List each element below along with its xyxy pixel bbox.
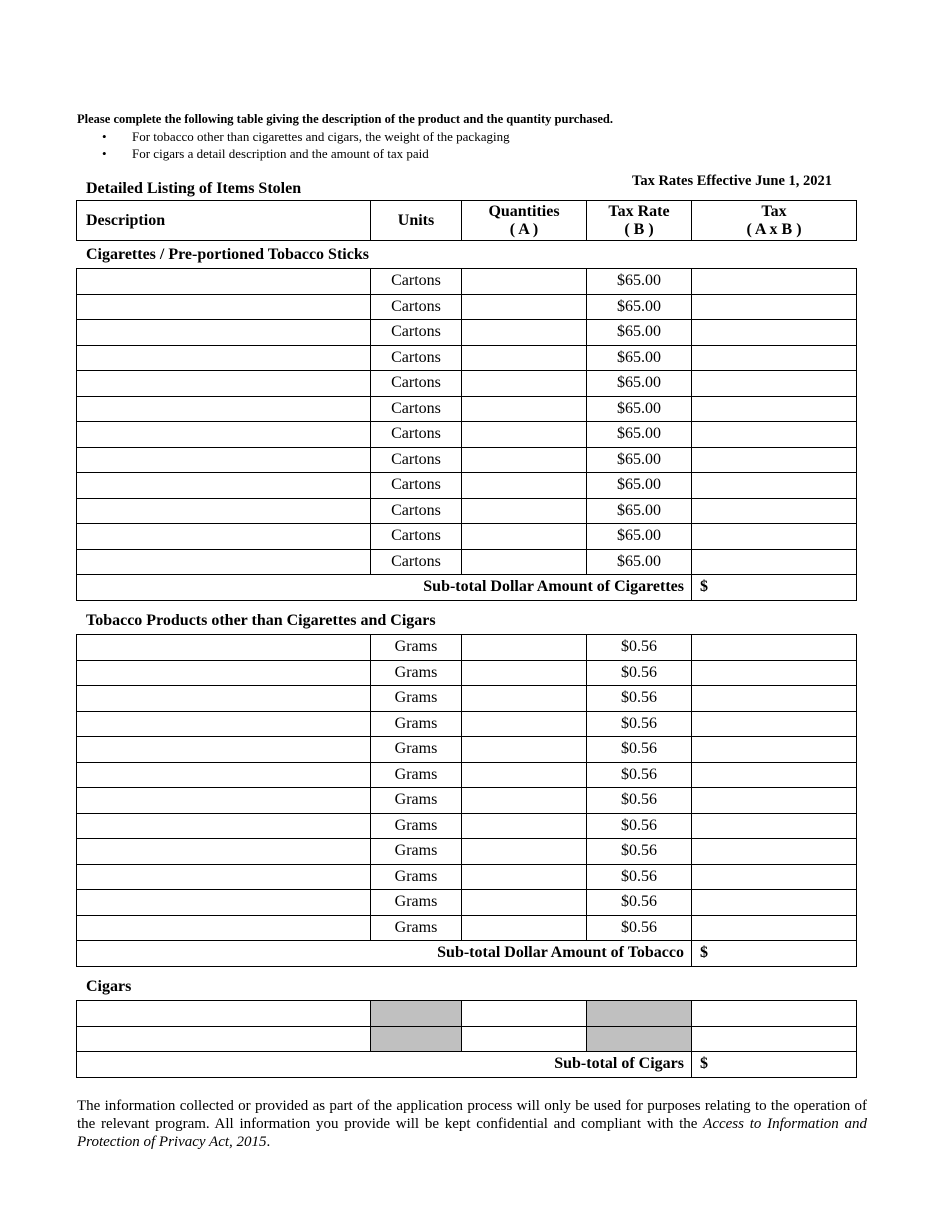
units-cell: Cartons [371, 294, 462, 320]
units-cell: Cartons [371, 447, 462, 473]
quantity-cell[interactable] [462, 762, 587, 788]
section-title-cigarettes: Cigarettes / Pre-portioned Tobacco Sticks [86, 246, 369, 263]
tax-cell[interactable] [692, 890, 857, 916]
quantity-cell[interactable] [462, 345, 587, 371]
tax-rate-cell [587, 1026, 692, 1052]
tax-rate-cell: $65.00 [587, 345, 692, 371]
units-cell: Grams [371, 762, 462, 788]
units-cell: Grams [371, 711, 462, 737]
units-cell: Cartons [371, 320, 462, 346]
tax-cell[interactable] [692, 813, 857, 839]
privacy-act-name: Access to Information and Protection of Privacy Act, 2015 [77, 1116, 867, 1150]
quantity-cell[interactable] [462, 396, 587, 422]
tax-rate-sub: ( B ) [624, 220, 654, 238]
description-cell[interactable] [77, 1001, 371, 1027]
tax-cell[interactable] [692, 762, 857, 788]
tax-cell[interactable] [692, 788, 857, 814]
description-cell[interactable] [77, 320, 371, 346]
tax-cell[interactable] [692, 549, 857, 575]
table-row [77, 320, 857, 346]
tax-cell[interactable] [692, 345, 857, 371]
units-cell: Cartons [371, 371, 462, 397]
units-cell: Cartons [371, 549, 462, 575]
description-cell[interactable] [77, 711, 371, 737]
tax-rate-cell [587, 1001, 692, 1027]
col-tax-header [692, 201, 857, 241]
tax-cell[interactable] [692, 1026, 857, 1052]
tax-cell[interactable] [692, 711, 857, 737]
table-row [77, 890, 857, 916]
units-cell: Grams [371, 864, 462, 890]
tax-cell[interactable] [692, 473, 857, 499]
units-cell: Grams [371, 813, 462, 839]
units-cell: Cartons [371, 473, 462, 499]
tax-rate-cell: $0.56 [587, 711, 692, 737]
quantity-cell[interactable] [462, 1026, 587, 1052]
subtotal-label: Sub-total Dollar Amount of Tobacco [77, 941, 692, 967]
tax-cell[interactable] [692, 294, 857, 320]
tax-cell[interactable] [692, 839, 857, 865]
description-cell[interactable] [77, 371, 371, 397]
quantity-cell[interactable] [462, 269, 587, 295]
subtotal-value[interactable]: $ [692, 575, 857, 601]
tax-rate-cell: $65.00 [587, 422, 692, 448]
description-cell[interactable] [77, 294, 371, 320]
quantity-cell[interactable] [462, 371, 587, 397]
quantity-cell[interactable] [462, 447, 587, 473]
section-title-cigars: Cigars [86, 978, 132, 995]
tax-rate-cell: $0.56 [587, 788, 692, 814]
subtotal-row [77, 575, 857, 601]
table-row [77, 711, 857, 737]
tax-cell[interactable] [692, 371, 857, 397]
quantity-cell[interactable] [462, 1001, 587, 1027]
subtotal-value[interactable]: $ [692, 941, 857, 967]
table-row [77, 269, 857, 295]
description-cell[interactable] [77, 473, 371, 499]
description-cell[interactable] [77, 788, 371, 814]
table-row [77, 294, 857, 320]
description-cell[interactable] [77, 635, 371, 661]
quantity-cell[interactable] [462, 498, 587, 524]
table-row [77, 864, 857, 890]
quantity-cell[interactable] [462, 737, 587, 763]
tax-rate-cell: $0.56 [587, 737, 692, 763]
tax-rates-title: Tax Rates Effective June 1, 2021 [632, 173, 833, 189]
tobacco-table [76, 634, 857, 967]
subtotal-label: Sub-total of Cigars [77, 1052, 692, 1078]
cigars-table [76, 1000, 857, 1078]
units-cell: Cartons [371, 396, 462, 422]
table-row [77, 915, 857, 941]
bullet-icon: • [102, 146, 107, 161]
table-row [77, 396, 857, 422]
tax-cell[interactable] [692, 447, 857, 473]
instructions-heading: Please complete the following table giving the description of the product and the quantity purchased. [77, 112, 614, 126]
quantity-cell[interactable] [462, 635, 587, 661]
quantity-cell[interactable] [462, 686, 587, 712]
col-units-header: Units [371, 201, 462, 241]
description-cell[interactable] [77, 422, 371, 448]
tax-cell[interactable] [692, 269, 857, 295]
quantity-cell[interactable] [462, 890, 587, 916]
units-cell: Grams [371, 890, 462, 916]
quantities-sub: ( A ) [509, 220, 539, 238]
subtotal-row [77, 941, 857, 967]
units-cell: Cartons [371, 524, 462, 550]
tax-rate-cell: $65.00 [587, 269, 692, 295]
tax-rate-cell: $0.56 [587, 813, 692, 839]
table-row [77, 813, 857, 839]
description-cell[interactable] [77, 737, 371, 763]
instruction-text: For cigars a detail description and the amount of tax paid [132, 146, 429, 161]
description-cell[interactable] [77, 269, 371, 295]
description-cell[interactable] [77, 1026, 371, 1052]
col-tax-rate-header [587, 201, 692, 241]
description-cell[interactable] [77, 890, 371, 916]
units-cell [371, 1026, 462, 1052]
tax-rate-cell: $0.56 [587, 839, 692, 865]
quantity-cell[interactable] [462, 864, 587, 890]
tax-rate-cell: $65.00 [587, 498, 692, 524]
column-header-row [77, 201, 857, 241]
units-cell: Cartons [371, 269, 462, 295]
units-cell: Cartons [371, 498, 462, 524]
quantities-label: Quantities [488, 202, 560, 220]
tax-cell[interactable] [692, 686, 857, 712]
description-cell[interactable] [77, 524, 371, 550]
quantity-cell[interactable] [462, 788, 587, 814]
quantity-cell[interactable] [462, 839, 587, 865]
tax-label: Tax [761, 202, 787, 220]
tax-cell[interactable] [692, 498, 857, 524]
tax-rate-cell: $65.00 [587, 294, 692, 320]
quantity-cell[interactable] [462, 813, 587, 839]
table-row [77, 498, 857, 524]
privacy-notice [77, 1097, 867, 1151]
tax-cell[interactable] [692, 396, 857, 422]
description-cell[interactable] [77, 915, 371, 941]
tax-rate-cell: $0.56 [587, 660, 692, 686]
quantity-cell[interactable] [462, 915, 587, 941]
quantity-cell[interactable] [462, 660, 587, 686]
table-row [77, 371, 857, 397]
table-row [77, 635, 857, 661]
units-cell: Grams [371, 660, 462, 686]
description-cell[interactable] [77, 813, 371, 839]
column-header-table [76, 200, 857, 241]
table-row [77, 788, 857, 814]
description-cell[interactable] [77, 396, 371, 422]
tax-rate-cell: $0.56 [587, 635, 692, 661]
privacy-notice-end: . [266, 1134, 271, 1150]
description-cell[interactable] [77, 839, 371, 865]
tax-rate-cell: $0.56 [587, 864, 692, 890]
units-cell: Grams [371, 737, 462, 763]
description-cell[interactable] [77, 660, 371, 686]
description-cell[interactable] [77, 498, 371, 524]
quantity-cell[interactable] [462, 524, 587, 550]
tax-rate-label: Tax Rate [608, 202, 670, 220]
quantity-cell[interactable] [462, 711, 587, 737]
col-quantities-header [462, 201, 587, 241]
quantity-cell[interactable] [462, 294, 587, 320]
tax-rate-cell: $65.00 [587, 473, 692, 499]
tax-cell[interactable] [692, 422, 857, 448]
table-row [77, 839, 857, 865]
table-row [77, 549, 857, 575]
tax-rate-cell: $0.56 [587, 890, 692, 916]
units-cell: Grams [371, 839, 462, 865]
col-description-header: Description [77, 201, 371, 241]
tax-rate-cell: $65.00 [587, 396, 692, 422]
table-row [77, 473, 857, 499]
privacy-notice-text: The information collected or provided as part of the application process will only be used for purposes relating to the operation of the relevant program. All information you provide will be kept confidential and compliant with the [77, 1098, 867, 1132]
table-row [77, 524, 857, 550]
description-cell[interactable] [77, 447, 371, 473]
table-row [77, 345, 857, 371]
subtotal-value[interactable]: $ [692, 1052, 857, 1078]
description-cell[interactable] [77, 864, 371, 890]
table-row [77, 1001, 857, 1027]
units-cell [371, 1001, 462, 1027]
table-row [77, 422, 857, 448]
tax-cell[interactable] [692, 737, 857, 763]
cigarettes-table [76, 268, 857, 601]
units-cell: Grams [371, 686, 462, 712]
units-cell: Cartons [371, 345, 462, 371]
description-cell[interactable] [77, 549, 371, 575]
units-cell: Cartons [371, 422, 462, 448]
tax-cell[interactable] [692, 320, 857, 346]
tax-rate-cell: $0.56 [587, 762, 692, 788]
tax-rate-cell: $65.00 [587, 447, 692, 473]
tax-rate-cell: $65.00 [587, 524, 692, 550]
tax-cell[interactable] [692, 864, 857, 890]
table-row [77, 762, 857, 788]
quantity-cell[interactable] [462, 422, 587, 448]
units-cell: Grams [371, 788, 462, 814]
subtotal-label: Sub-total Dollar Amount of Cigarettes [77, 575, 692, 601]
units-cell: Grams [371, 915, 462, 941]
subtotal-row [77, 1052, 857, 1078]
tax-rate-cell: $65.00 [587, 549, 692, 575]
description-cell[interactable] [77, 686, 371, 712]
tax-cell[interactable] [692, 915, 857, 941]
tax-rate-cell: $65.00 [587, 320, 692, 346]
table-row [77, 1026, 857, 1052]
tax-rate-cell: $0.56 [587, 915, 692, 941]
table-row [77, 660, 857, 686]
tax-cell[interactable] [692, 660, 857, 686]
units-cell: Grams [371, 635, 462, 661]
quantity-cell[interactable] [462, 320, 587, 346]
listing-title: Detailed Listing of Items Stolen [86, 180, 302, 197]
table-row [77, 447, 857, 473]
description-cell[interactable] [77, 345, 371, 371]
tax-cell[interactable] [692, 635, 857, 661]
tax-rate-cell: $0.56 [587, 686, 692, 712]
table-row [77, 686, 857, 712]
quantity-cell[interactable] [462, 549, 587, 575]
tax-cell[interactable] [692, 1001, 857, 1027]
section-title-tobacco: Tobacco Products other than Cigarettes and Cigars [86, 612, 436, 629]
tax-rate-cell: $65.00 [587, 371, 692, 397]
table-row [77, 737, 857, 763]
quantity-cell[interactable] [462, 473, 587, 499]
bullet-icon: • [102, 129, 107, 144]
tax-sub: ( A x B ) [746, 220, 802, 238]
instruction-text: For tobacco other than cigarettes and cigars, the weight of the packaging [132, 129, 510, 144]
tax-cell[interactable] [692, 524, 857, 550]
description-cell[interactable] [77, 762, 371, 788]
